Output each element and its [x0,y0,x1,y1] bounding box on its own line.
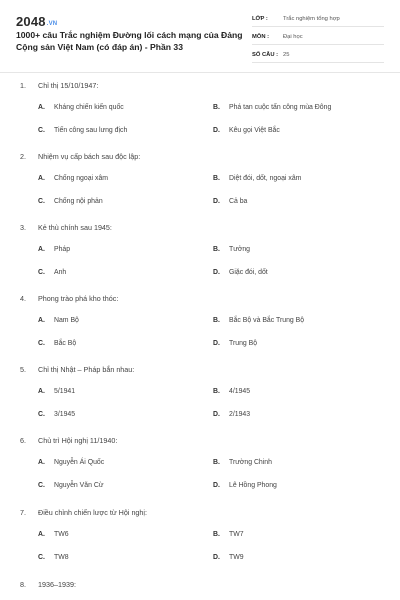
option-c[interactable] [38,127,127,134]
question-item [0,81,400,152]
option-text: Nam Bộ [54,317,79,324]
meta-subject-value: Đại học [283,34,303,40]
option-letter: A. [38,104,45,111]
option-text: Pháp [54,246,71,253]
meta-count-label: SỐ CÂU : [252,52,279,58]
option-letter: C. [38,482,45,489]
option-letter: C. [38,340,45,347]
meta-class-label: LỚP : [252,16,268,22]
option-b[interactable] [213,388,250,395]
option-d[interactable] [213,340,257,347]
option-d[interactable] [213,198,247,205]
meta-row-count [252,48,384,63]
meta-row-class [252,12,384,27]
question-text: Phong trào phá kho thóc: [38,294,119,303]
option-b[interactable] [213,175,301,182]
option-a[interactable] [38,175,108,182]
option-c[interactable] [38,198,103,205]
option-letter: C. [38,554,45,561]
question-number: 1. [20,81,26,90]
question-text: Kẻ thù chính sau 1945: [38,223,112,232]
option-letter: B. [213,317,220,324]
option-letter: A. [38,459,45,466]
option-letter: A. [38,388,45,395]
option-text: Anh [54,269,67,276]
option-text: Tưởng [229,246,251,253]
question-item [0,294,400,365]
meta-row-subject [252,30,384,45]
option-letter: A. [38,246,45,253]
option-a[interactable] [38,531,69,538]
option-text: Cả ba [229,198,248,205]
option-text: Trường Chinh [229,459,272,466]
question-item [0,508,400,579]
option-a[interactable] [38,317,79,324]
option-c[interactable] [38,269,66,276]
option-b[interactable] [213,531,244,538]
meta-box [252,12,384,66]
option-b[interactable] [213,246,250,253]
option-text: TW9 [229,554,244,561]
option-text: 2/1943 [229,411,251,418]
option-text: TW7 [229,531,244,538]
question-item [0,152,400,223]
question-item [0,436,400,507]
question-item [0,580,400,598]
option-text: Bắc Bộ và Bắc Trung Bộ [229,317,305,324]
option-text: Tiến công sau lưng địch [54,127,128,134]
option-letter: B. [213,531,220,538]
option-letter: C. [38,411,45,418]
option-d[interactable] [213,127,280,134]
question-text: Nhiệm vụ cấp bách sau độc lập: [38,152,141,161]
option-text: TW8 [54,554,69,561]
option-text: 5/1941 [54,388,76,395]
option-letter: D. [213,198,220,205]
option-letter: A. [38,317,45,324]
option-text: 4/1945 [229,388,251,395]
option-text: Phá tan cuộc tấn công mùa Đông [229,104,332,111]
option-letter: C. [38,269,45,276]
option-d[interactable] [213,482,277,489]
option-d[interactable] [213,269,268,276]
question-number: 6. [20,436,26,445]
option-letter: A. [38,531,45,538]
option-text: Diệt đói, dốt, ngoại xâm [229,175,302,182]
option-letter: B. [213,246,220,253]
option-a[interactable] [38,104,124,111]
option-text: Kêu gọi Việt Bắc [229,127,280,134]
option-text: Lê Hồng Phong [229,482,277,489]
option-b[interactable] [213,104,331,111]
option-text: TW6 [54,531,69,538]
question-item [0,223,400,294]
question-text: Chủ trì Hội nghị 11/1940: [38,436,118,445]
option-letter: B. [213,388,220,395]
option-letter: B. [213,459,220,466]
logo-brand: 2048 [16,14,46,29]
question-item [0,365,400,436]
option-d[interactable] [213,554,244,561]
site-logo[interactable] [16,14,57,29]
page-header [0,0,400,72]
header-divider [0,72,400,73]
meta-subject-label: MÔN : [252,34,270,40]
option-letter: D. [213,411,220,418]
option-text: Bắc Bộ [54,340,77,347]
option-b[interactable] [213,459,272,466]
document-title: 1000+ câu Trắc nghiệm Đường lối cách mạng của Đảng Cộng sản Việt Nam (có đáp án) - Phần 33 [16,30,243,52]
question-text: Điều chỉnh chiến lược từ Hội nghị: [38,508,148,517]
option-a[interactable] [38,459,104,466]
option-letter: D. [213,127,220,134]
question-number: 7. [20,508,26,517]
option-letter: A. [38,175,45,182]
option-text: Nguyễn Ái Quốc [54,459,105,466]
option-a[interactable] [38,388,75,395]
meta-count-value: 25 [283,52,290,58]
option-text: Nguyễn Văn Cừ [54,482,104,489]
meta-class-value: Trắc nghiệm tổng hợp [283,16,340,22]
option-letter: D. [213,269,220,276]
option-text: Trung Bộ [229,340,258,347]
option-letter: C. [38,198,45,205]
question-text: 1936–1939: [38,580,76,589]
question-number: 4. [20,294,26,303]
option-d[interactable] [213,411,250,418]
option-letter: D. [213,554,220,561]
option-text: Giặc đói, dốt [229,269,268,276]
question-number: 8. [20,580,26,589]
logo-suffix: .VN [46,21,58,27]
option-letter: B. [213,104,220,111]
option-b[interactable] [213,317,304,324]
question-number: 3. [20,223,26,232]
option-text: Chống ngoại xâm [54,175,109,182]
option-c[interactable] [38,482,103,489]
option-text: 3/1945 [54,411,76,418]
option-c[interactable] [38,411,75,418]
option-text: Kháng chiến kiến quốc [54,104,124,111]
option-text: Chống nội phản [54,198,103,205]
option-c[interactable] [38,340,76,347]
option-letter: D. [213,482,220,489]
option-letter: D. [213,340,220,347]
question-number: 5. [20,365,26,374]
question-text: Chỉ thị 15/10/1947: [38,81,99,90]
option-a[interactable] [38,246,70,253]
question-number: 2. [20,152,26,161]
option-c[interactable] [38,554,69,561]
question-text: Chỉ thị Nhật – Pháp bắn nhau: [38,365,135,374]
option-letter: C. [38,127,45,134]
option-letter: B. [213,175,220,182]
